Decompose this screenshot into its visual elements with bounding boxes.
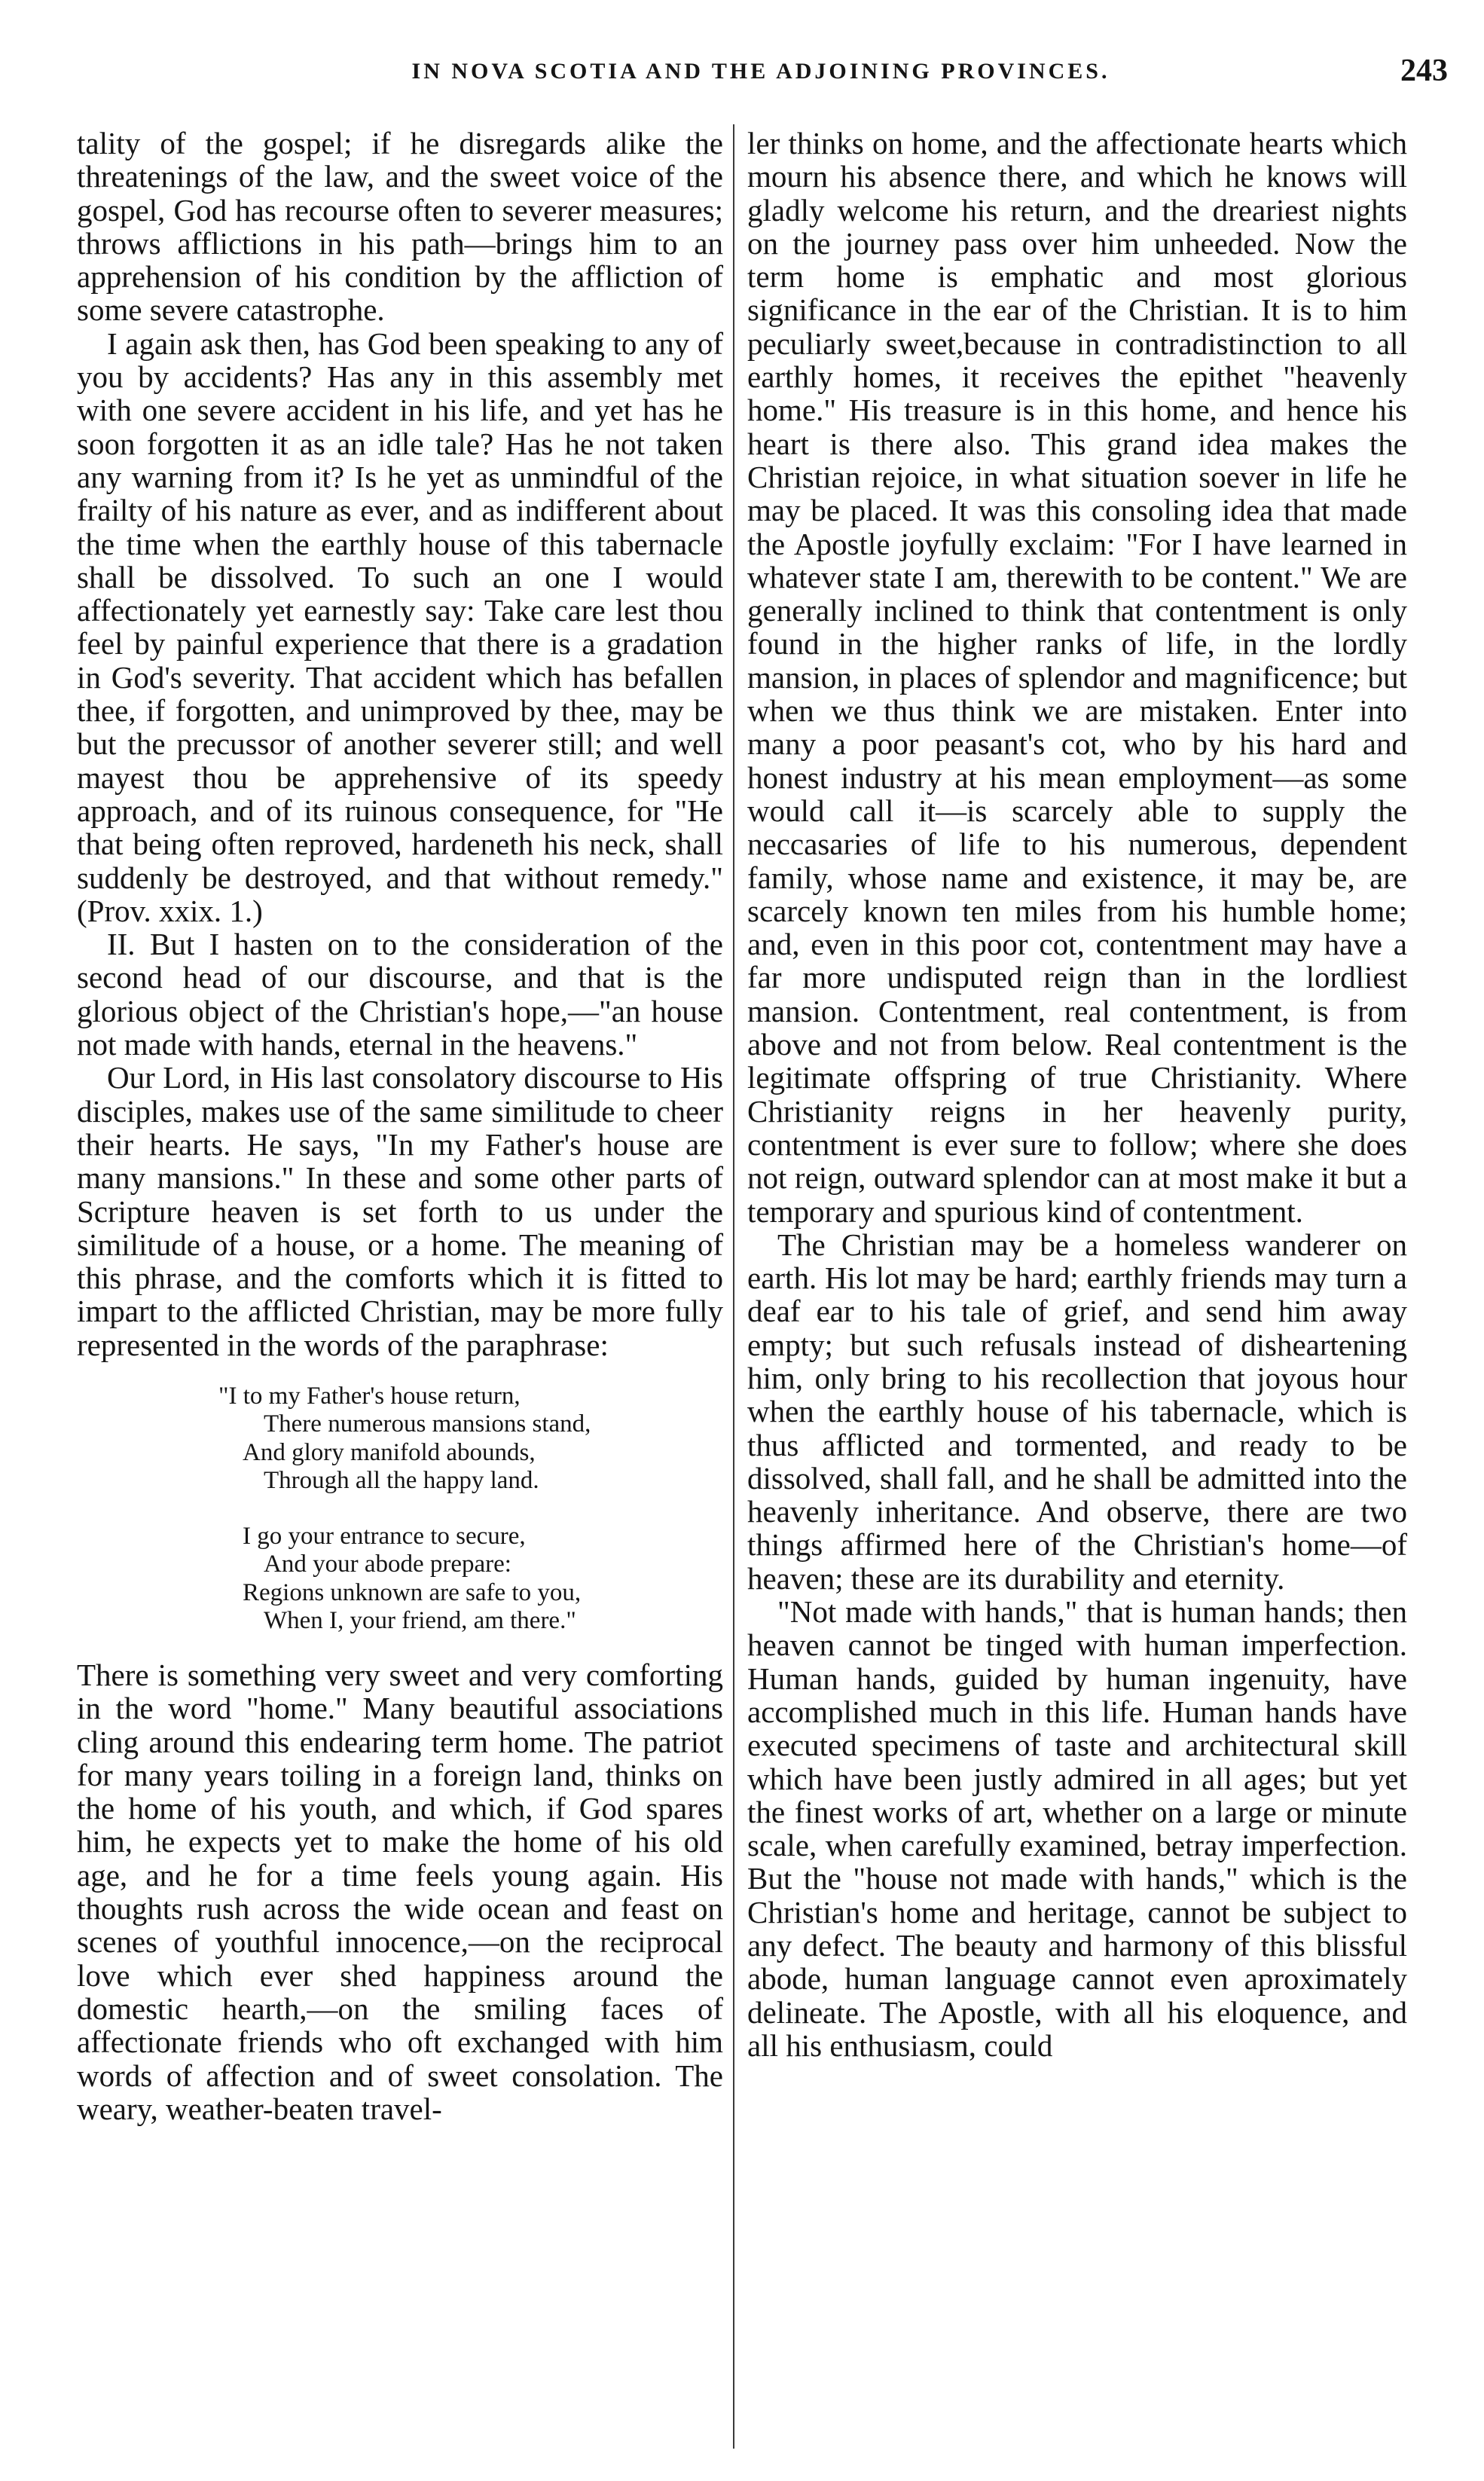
verse-line: Through all the happy land.	[264, 1467, 539, 1495]
paragraph: II. But I hasten on to the consideration of the second head of our discourse, and that is the glorious object of the Christian's hope,—"an house not made with hands, eternal in the heavens."	[77, 927, 723, 1062]
verse-line: I go your entrance to secure,	[243, 1522, 526, 1550]
verse-line: Regions unknown are safe to you,	[243, 1578, 582, 1606]
verse-line: And your abode prepare:	[264, 1551, 511, 1578]
verse-line: And glory manifold abounds,	[243, 1438, 536, 1466]
page-number: 243	[1400, 53, 1448, 88]
paragraph: tality of the gospel; if he disregards alike the threatenings of the law, and the sweet voice of the gospel, God has recourse often to severer measures; throws afflictions in his path—brings him to an apprehension of his condition by the affliction of some severe catastrophe.	[77, 126, 723, 328]
verse-stanza	[77, 1523, 723, 1636]
right-column	[747, 127, 1407, 2062]
paragraph: The Christian may be a homeless wanderer on earth. His lot may be hard; earthly friends may turn a deaf ear to his tale of grief, and send him away empty; but such refusals instead of disheartening him, only bring to his recollection that joyous hour when the earthly house of his tabernacle, which is thus afflicted and tormented, and ready to be dissolved, shall fall, and he shall be admitted into the heavenly inheritance. And observe, there are two things affirmed here of the Christian's home—of heaven; these are its durability and eternity.	[747, 1227, 1407, 1596]
verse-line: When I, your friend, am there."	[264, 1607, 576, 1635]
column-divider	[733, 124, 734, 2449]
paragraph: ler thinks on home, and the affectionate hearts which mourn his absence there, and which he knows will gladly welcome his return, and the dreariest nights on the journey pass over him unheeded. Now the term home is emphatic and most glorious significance in the ear of the Christian. It is to him peculiarly sweet,because in contradistinction to all earthly homes, it receives the epithet "heavenly home." His treasure is in this home, and hence his heart is there also. This grand idea makes the Christian rejoice, in what situation soever in life he may be placed. It was this consoling idea that made the Apostle joyfully exclaim: "For I have learned in whatever state I am, therewith to be content." We are generally inclined to think that contentment is only found in the higher ranks of life, in the lordly mansion, in places of splendor and magnificence; but when we thus think we are mistaken. Enter into many a poor peasant's cot, who by his hard and honest industry at his mean employment—as some would call it—is scarcely able to supply the neccasaries of life to his numerous, dependent family, whose name and existence, it may be, are scarcely known ten miles from his humble home; and, even in this poor cot, contentment may have a far more undisputed reign than in the lordliest mansion. Contentment, real contentment, is from above and not from below. Real contentment is the legitimate offspring of true Christianity. Where Christianity reigns in her heavenly purity, contentment is ever sure to follow; where she does not reign, outward splendor can at most make it but a temporary and spurious kind of contentment.	[747, 126, 1407, 1229]
left-column	[77, 127, 723, 2125]
running-head: IN NOVA SCOTIA AND THE ADJOINING PROVINCES.	[411, 59, 1110, 84]
verse-line: There numerous mansions stand,	[264, 1410, 591, 1438]
verse-stanza	[77, 1383, 723, 1496]
verse-line: "I to my Father's house return,	[218, 1382, 521, 1410]
paragraph: Our Lord, in His last consolatory discourse to His disciples, makes use of the same similitude to cheer their hearts. He says, "In my Father's house are many mansions." In these and some other parts of Scripture heaven is set forth to us under the similitude of a house, or a home. The meaning of this phrase, and the comforts which it is fitted to impart to the afflicted Christian, may be more fully represented in the words of the paraphrase:	[77, 1060, 723, 1362]
paraphrase-verse	[77, 1383, 723, 1636]
paragraph: There is something very sweet and very comforting in the word "home." Many beautiful associations cling around this endearing term home. The patriot for many years toiling in a foreign land, thinks on the home of his youth, and which, if God spares him, he expects yet to make the home of his old age, and he for a time feels young again. His thoughts rush across the wide ocean and feast on scenes of youthful innocence,—on the reciprocal love which ever shed happiness around the domestic hearth,—on the smiling faces of affectionate friends who oft exchanged with him words of affection and of sweet consolation. The weary, weather-beaten travel-	[77, 1657, 723, 2126]
paragraph: "Not made with hands," that is human hands; then heaven cannot be tinged with human imperfection. Human hands, guided by human ingenuity, have accomplished much in this life. Human hands have executed specimens of taste and architectural skill which have been justly admired in all ages; but yet the finest works of art, whether on a large or minute scale, when carefully examined, betray imperfection. But the "house not made with hands," which is the Christian's home and heritage, cannot be subject to any defect. The beauty and harmony of this blissful abode, human language cannot even aproximately delineate. The Apostle, with all his eloquence, and all his enthusiasm, could	[747, 1594, 1407, 2063]
paragraph: I again ask then, has God been speaking to any of you by accidents? Has any in this assembly met with one severe accident in his life, and yet has he soon forgotten it as an idle tale? Has he not taken any warning from it? Is he yet as unmindful of the frailty of his nature as ever, and as indifferent about the time when the earthly house of this tabernacle shall be dissolved. To such an one I would affectionately yet earnestly say: Take care lest thou feel by painful experience that there is a gradation in God's severity. That accident which has befallen thee, if forgotten, and unimproved by thee, may be but the precussor of another severer still; and well mayest thou be apprehensive of its speedy approach, and of its ruinous consequence, for "He that being often reproved, hardeneth his neck, shall suddenly be destroyed, and that without remedy." (Prov. xxix. 1.)	[77, 325, 723, 928]
